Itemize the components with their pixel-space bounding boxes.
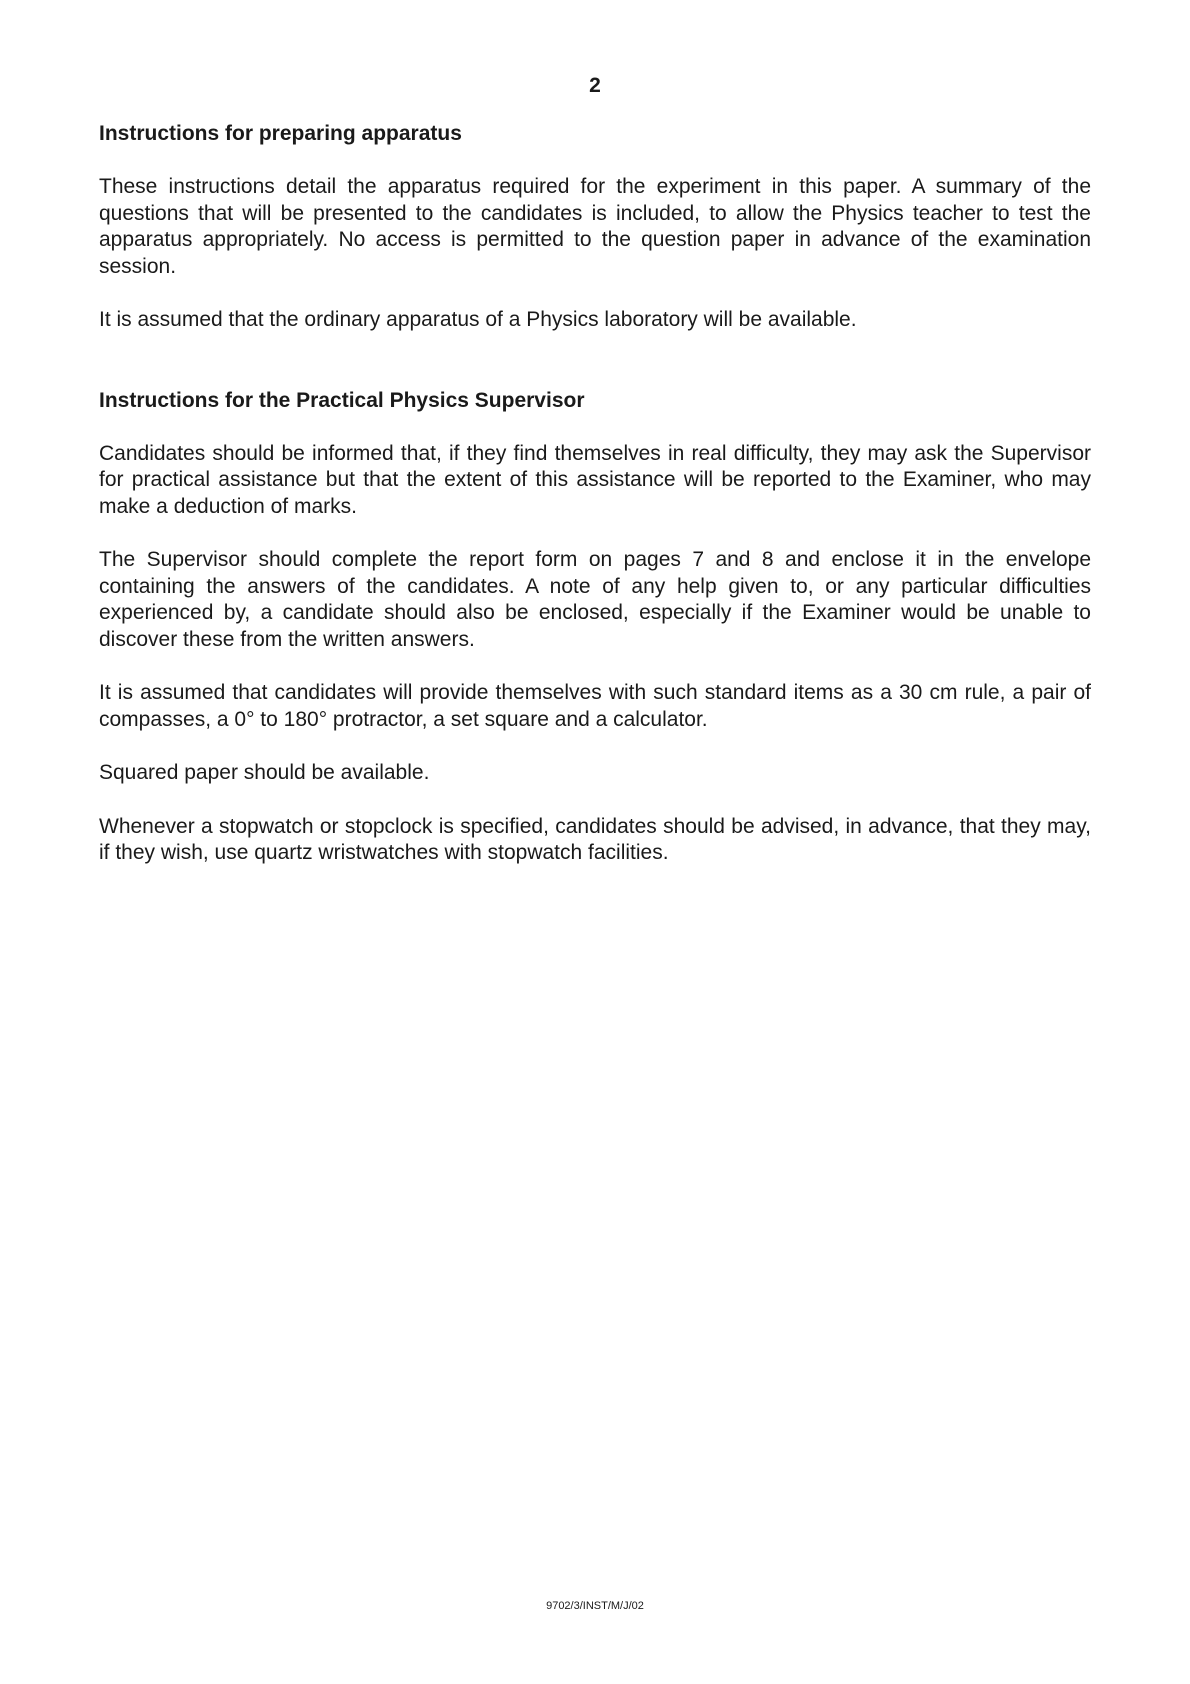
paragraph-apparatus-summary: These instructions detail the apparatus required for the experiment in this paper. A summary of the questions that will be presented to the candidates is included, to allow the Physics teacher to test the apparatus appropriately. No access is permitted to the question paper in advance of the examination session. [99,175,1091,278]
document-body [99,120,1091,867]
paragraph-standard-items: It is assumed that candidates will provide themselves with such standard items as a 30 cm rule, a pair of compasses, a 0° to 180° protractor, a set square and a calculator. [99,681,1091,731]
paragraph-candidate-assistance: Candidates should be informed that, if they find themselves in real difficulty, they may ask the Supervisor for practical assistance but that the extent of this assistance will be reported to the Examiner, who may make a deduction of marks. [99,441,1091,518]
section-heading-preparing-apparatus: Instructions for preparing apparatus [99,122,462,145]
footer-document-code: 9702/3/INST/M/J/02 [546,1600,644,1612]
paragraph-ordinary-apparatus: It is assumed that the ordinary apparatus of a Physics laboratory will be available. [99,308,857,331]
paragraph-stopwatch: Whenever a stopwatch or stopclock is specified, candidates should be advised, in advance, that they may, if they wish, use quartz wristwatches with stopwatch facilities. [99,814,1091,864]
section-heading-supervisor: Instructions for the Practical Physics Supervisor [99,388,585,412]
page-number: 2 [589,74,601,97]
paragraph-squared-paper: Squared paper should be available. [99,761,430,784]
paragraph-report-form: The Supervisor should complete the report form on pages 7 and 8 and enclose it in the envelope containing the answers of the candidates. A note of any help given to, or any particular difficulties experienced by, a candidate should also be enclosed, especially if the Examiner would be unable to discover these from the written answers. [99,548,1091,651]
